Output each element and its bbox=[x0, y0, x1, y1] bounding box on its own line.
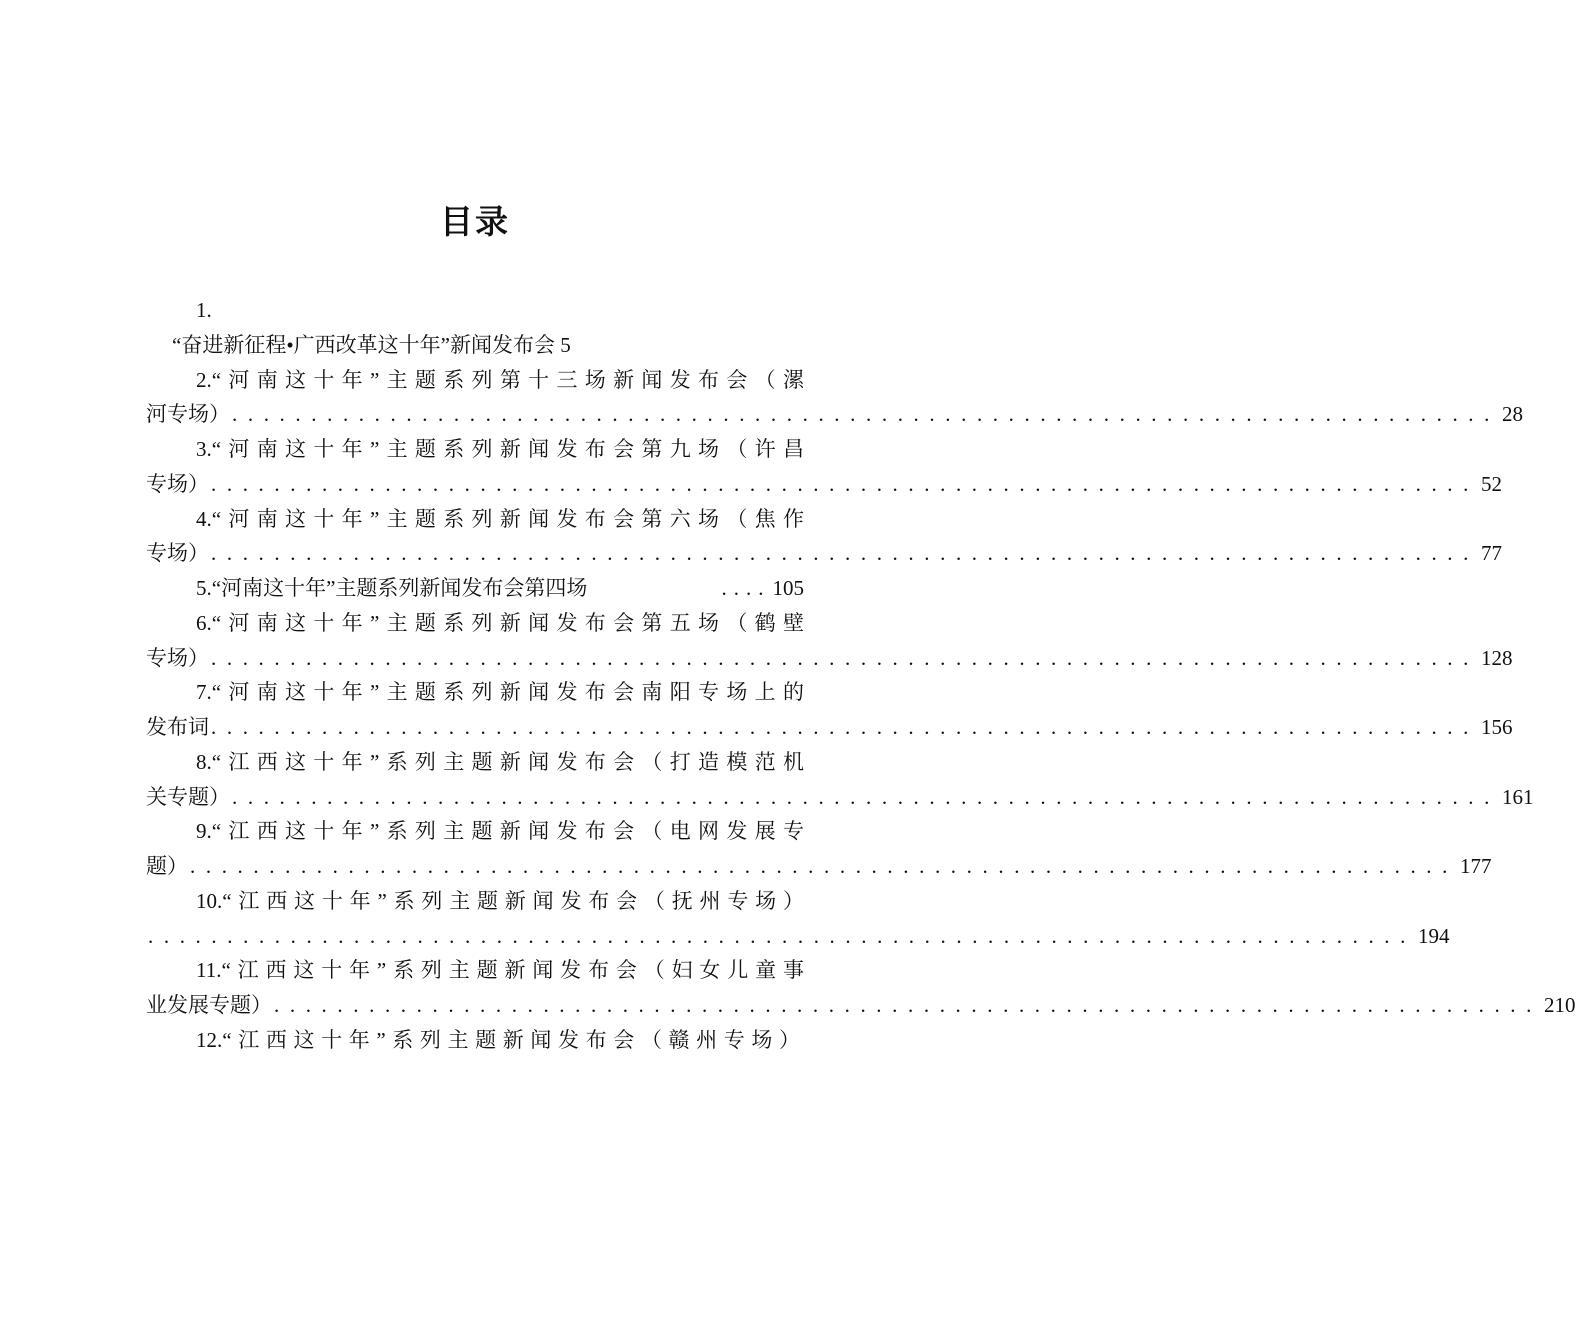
toc-entry[interactable] bbox=[146, 814, 1492, 884]
toc-entry-title: 8.“江西这十年”系列主题新闻发布会（打造模范机 bbox=[196, 749, 804, 774]
toc-entry-second-line bbox=[146, 710, 1513, 745]
dot-leader: ................................................................................ bbox=[211, 471, 1479, 496]
toc-entry-page: 105 bbox=[772, 576, 804, 600]
toc-entry[interactable] bbox=[146, 1023, 804, 1058]
toc-entry-title-continued: 题） bbox=[146, 854, 188, 878]
toc-entry[interactable] bbox=[146, 884, 1450, 954]
dot-leader: ................................................................................ bbox=[274, 993, 1542, 1017]
toc-entry-first-line bbox=[146, 814, 804, 849]
toc-entry-page: 177 bbox=[1460, 854, 1492, 878]
toc-entry-page: 77 bbox=[1481, 541, 1502, 566]
toc-entry-second-line bbox=[146, 919, 1450, 954]
toc-entry-second-line bbox=[146, 849, 1492, 884]
toc-entry-first-line bbox=[146, 363, 804, 398]
toc-entry[interactable] bbox=[146, 432, 1502, 502]
toc-entry-first-line bbox=[146, 502, 804, 537]
toc-entry[interactable] bbox=[146, 363, 1523, 433]
toc-entry-first-line bbox=[146, 571, 804, 606]
dot-leader: ................................................................................ bbox=[190, 854, 1458, 878]
dot-leader: ................................................................................ bbox=[211, 541, 1479, 566]
toc-entry-title: 3.“河南这十年”主题系列新闻发布会第九场（许昌 bbox=[196, 437, 804, 461]
dot-leader: ................................................................................ bbox=[232, 784, 1500, 809]
toc-entry-page: 28 bbox=[1502, 402, 1523, 427]
toc-entry[interactable] bbox=[146, 502, 1502, 572]
toc-entry-title: 6.“河南这十年”主题系列新闻发布会第五场（鹤壁 bbox=[196, 610, 804, 635]
toc-entry[interactable] bbox=[146, 953, 1576, 1023]
toc-entry[interactable] bbox=[146, 745, 1534, 815]
toc-entry-first-line bbox=[146, 432, 804, 467]
toc-entry-title-continued: 专场） bbox=[146, 645, 209, 670]
toc-entry-title-continued: 业发展专题） bbox=[146, 993, 272, 1017]
toc-entry[interactable] bbox=[146, 675, 1513, 745]
toc-entry-title: 7.“河南这十年”主题系列新闻发布会南阳专场上的 bbox=[196, 680, 804, 705]
toc-entry[interactable] bbox=[146, 293, 804, 363]
toc-entry-second-line bbox=[146, 988, 1576, 1023]
toc-entry-page: 194 bbox=[1418, 923, 1450, 948]
toc-entry-title: 11.“江西这十年”系列主题新闻发布会（妇女儿童事 bbox=[196, 958, 804, 983]
toc-entry-first-line bbox=[146, 675, 804, 710]
toc-entry-page: 128 bbox=[1481, 645, 1513, 670]
toc-entry-page: 156 bbox=[1481, 715, 1513, 739]
toc-entry-first-line bbox=[146, 606, 804, 641]
toc-entry-number: 1. bbox=[196, 298, 212, 322]
toc-entry-second-line bbox=[146, 641, 1513, 676]
toc-entry-title: 4.“河南这十年”主题系列新闻发布会第六场（焦作 bbox=[196, 506, 804, 531]
dot-leader: ................................................................................ bbox=[211, 645, 1479, 670]
toc-entry-title: “奋进新征程•广西改革这十年”新闻发布会 5 bbox=[172, 332, 571, 357]
toc-entry-title-continued: 河专场） bbox=[146, 402, 230, 427]
toc-entry-first-line bbox=[146, 293, 804, 328]
toc-entry-page: 52 bbox=[1481, 471, 1502, 496]
toc-entry-second-line bbox=[146, 780, 1534, 815]
toc-entry-title: 5.“河南这十年”主题系列新闻发布会第四场 bbox=[196, 576, 588, 600]
toc-entry-title: 9.“江西这十年”系列主题新闻发布会（电网发展专 bbox=[196, 819, 804, 844]
toc-entry-second-line bbox=[146, 467, 1502, 502]
toc-entry-title: 10.“江西这十年”系列主题新闻发布会（抚州专场） bbox=[196, 888, 804, 913]
toc-entry-title-continued: 关专题） bbox=[146, 784, 230, 809]
toc-entry[interactable] bbox=[146, 571, 804, 606]
toc-entry-title: 2.“河南这十年”主题系列第十三场新闻发布会（漯 bbox=[196, 367, 804, 392]
toc-entry[interactable] bbox=[146, 606, 1513, 676]
toc-title: 目录 bbox=[440, 205, 510, 241]
toc-entry-title-continued: 专场） bbox=[146, 541, 209, 566]
toc-entry-title: 12.“江西这十年”系列主题新闻发布会（赣州专场） bbox=[196, 1027, 800, 1052]
dot-leader: ................................................................................ bbox=[148, 923, 1416, 948]
toc-entry-second-line bbox=[146, 328, 804, 363]
dot-leader: ................................................................................ bbox=[232, 402, 1500, 427]
toc-entry-second-line bbox=[146, 397, 1523, 432]
toc-entry-first-line bbox=[146, 953, 804, 988]
toc-entry-second-line bbox=[146, 536, 1502, 571]
toc-entry-page: 161 bbox=[1502, 784, 1534, 809]
dot-leader: .... bbox=[721, 576, 771, 600]
table-of-contents bbox=[146, 293, 1576, 1058]
dot-leader: ................................................................................ bbox=[211, 715, 1479, 739]
toc-entry-title-continued: 专场） bbox=[146, 471, 209, 496]
toc-entry-title-continued: 发布词 bbox=[146, 715, 209, 739]
toc-entry-first-line bbox=[146, 745, 804, 780]
toc-entry-page: 210 bbox=[1544, 993, 1576, 1017]
toc-entry-first-line bbox=[146, 1023, 800, 1058]
toc-entry-first-line bbox=[146, 884, 804, 919]
